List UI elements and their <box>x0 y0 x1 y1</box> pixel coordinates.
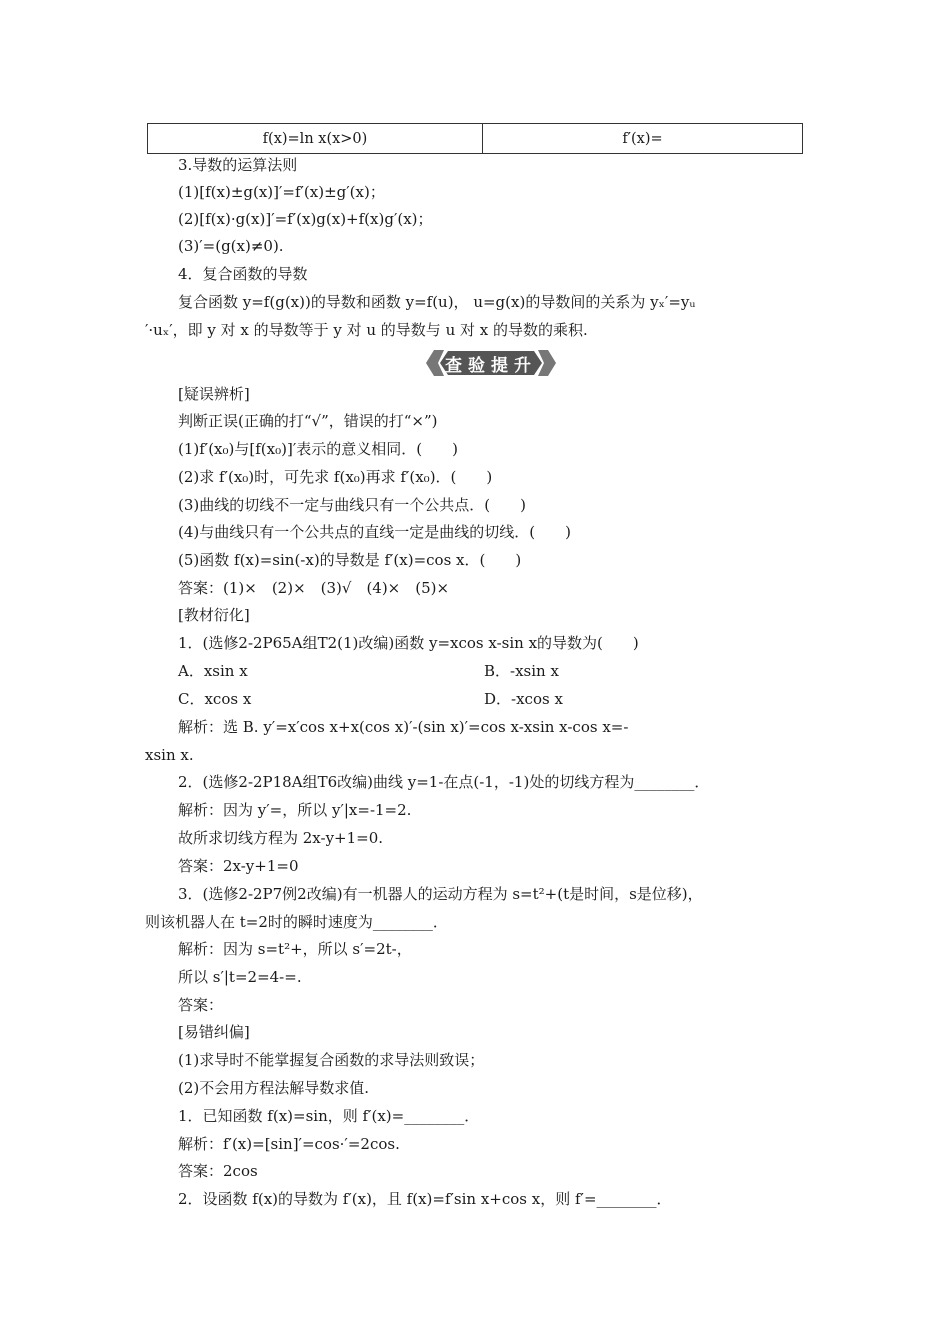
question-3-line-2: 则该机器人在 t=2时的瞬时速度为________． <box>145 913 448 931</box>
solution-1-line-1: 解析：选 B. y′=x′cos x+x(cos x)′-(sin x)′=cos x-xsin x-cos x=- <box>178 718 629 736</box>
instruction: 判断正误(正确的打“√”，错误的打“×”) <box>178 412 438 430</box>
judge-item-1: (1)f′(x₀)与[f(x₀)]′表示的意义相同．( ) <box>178 440 458 458</box>
question-3-line-1: 3．(选修2-2P7例2改编)有一机器人的运动方程为 s=t²+(t是时间，s是位移)， <box>178 885 703 903</box>
question-1: 1．(选修2-2P65A组T2(1)改编)函数 y=xcos x-sin x的导数为( ) <box>178 634 639 652</box>
banner-title: 查验提升 <box>445 355 537 376</box>
solution-3-line-1: 解析：因为 s=t²+，所以 s′=2t-， <box>178 940 412 958</box>
judge-item-5: (5)函数 f(x)=sin(-x)的导数是 f′(x)=cos x．( ) <box>178 551 522 569</box>
practice-1: 1．已知函数 f(x)=sin，则 f′(x)=________． <box>178 1107 480 1125</box>
table-cell-function: f(x)=ln x(x>0) <box>148 124 483 153</box>
rule-sum: (1)[f(x)±g(x)]′=f′(x)±g′(x)； <box>178 183 385 201</box>
practice-1-answer: 答案：2cos <box>178 1162 258 1180</box>
mistake-2: (2)不会用方程法解导数求值. <box>178 1079 370 1097</box>
section-banner <box>424 348 558 378</box>
practice-2: 2．设函数 f(x)的导数为 f′(x)，且 f(x)=f′sin x+cos x，则 f′=________． <box>178 1190 672 1208</box>
option-c: C．xcos x <box>178 690 252 708</box>
rule-quotient: (3)′=(g(x)≠0). <box>178 237 284 255</box>
mistake-1: (1)求导时不能掌握复合函数的求导法则致误； <box>178 1051 485 1069</box>
subheading-mistakes: [易错纠偏] <box>178 1023 250 1041</box>
answer-2: 答案：2x-y+1=0 <box>178 857 299 875</box>
composite-text-1: 复合函数 y=f(g(x))的导数和函数 y=f(u)， u=g(x)的导数间的关系为 yₓ′=yᵤ <box>178 293 696 311</box>
solution-2-line-1: 解析：因为 y′=，所以 y′|x=-1=2. <box>178 801 412 819</box>
heading-composite: 4．复合函数的导数 <box>178 265 308 283</box>
judge-item-3: (3)曲线的切线不一定与曲线只有一个公共点．( ) <box>178 496 526 514</box>
judge-answers: 答案：(1)× (2)× (3)√ (4)× (5)× <box>178 579 450 597</box>
solution-3-line-2: 所以 s′|t=2=4-=. <box>178 968 302 986</box>
option-b: B．-xsin x <box>484 662 559 680</box>
question-2: 2．(选修2-2P18A组T6改编)曲线 y=1-在点(-1，-1)处的切线方程为________． <box>178 773 710 791</box>
formula-table <box>147 123 803 154</box>
option-a: A．xsin x <box>178 662 248 680</box>
solution-2-line-2: 故所求切线方程为 2x-y+1=0. <box>178 829 384 847</box>
judge-item-4: (4)与曲线只有一个公共点的直线一定是曲线的切线．( ) <box>178 523 571 541</box>
practice-1-solution: 解析：f′(x)=[sin]′=cos·′=2cos. <box>178 1135 400 1153</box>
composite-text-2: ′·uₓ′，即 y 对 x 的导数等于 y 对 u 的导数与 u 对 x 的导数的乘积. <box>145 321 588 339</box>
rule-product: (2)[f(x)·g(x)]′=f′(x)g(x)+f(x)g′(x)； <box>178 210 433 228</box>
option-d: D．-xcos x <box>484 690 563 708</box>
heading-operation-rules: 3.导数的运算法则 <box>178 156 298 174</box>
subheading-errors: [疑误辨析] <box>178 385 250 403</box>
solution-1-line-2: xsin x. <box>145 746 194 764</box>
judge-item-2: (2)求 f′(x₀)时，可先求 f(x₀)再求 f′(x₀)．( ) <box>178 468 493 486</box>
answer-3: 答案： <box>178 996 224 1014</box>
subheading-textbook: [教材衍化] <box>178 606 250 624</box>
table-cell-derivative: f′(x)= <box>622 130 663 147</box>
